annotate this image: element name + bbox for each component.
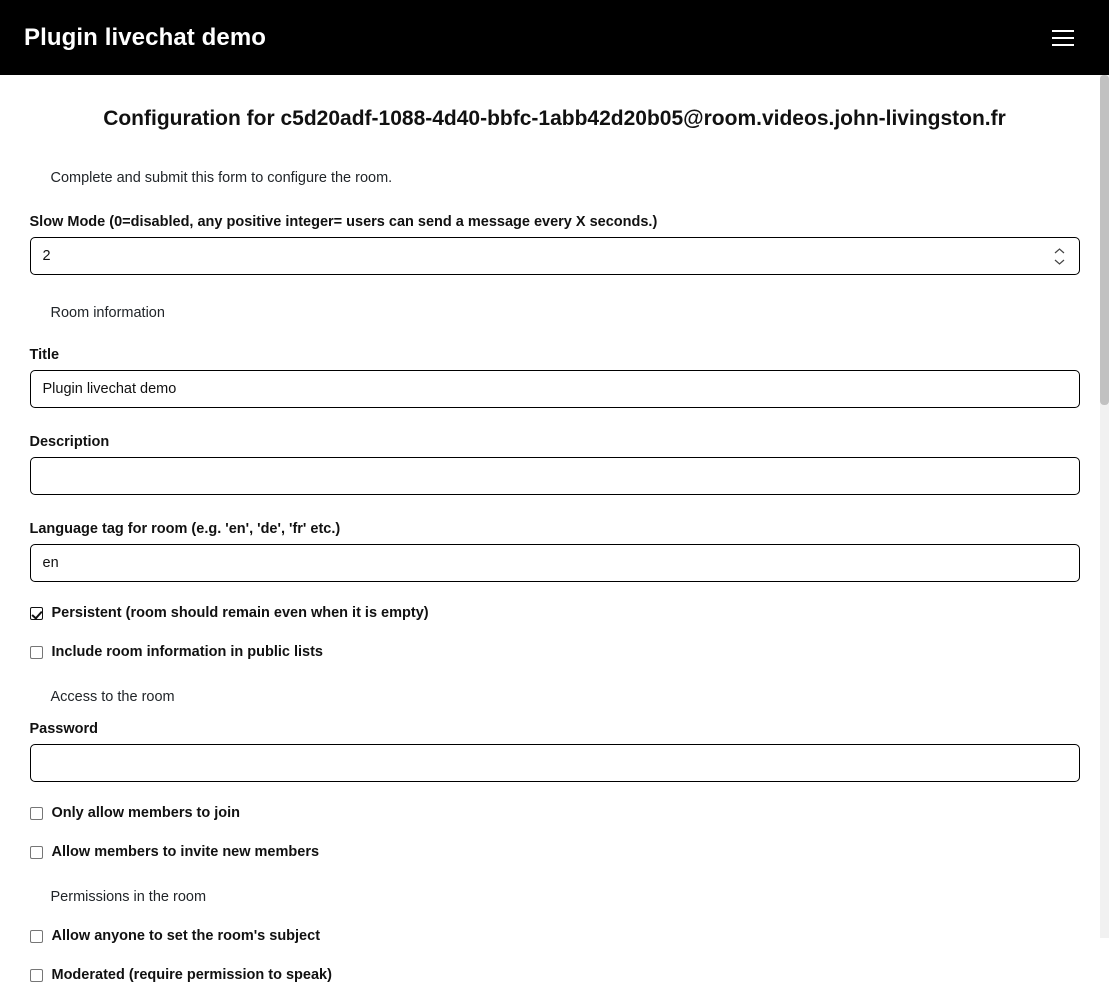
page-title: Configuration for c5d20adf-1088-4d40-bbfc-1abb42d20b05@room.videos.john-livingston.fr xyxy=(103,107,1006,130)
language-tag-label: Language tag for room (e.g. 'en', 'de', 'fr' etc.) xyxy=(29,521,341,538)
top-header-bar xyxy=(0,0,1109,75)
section-access-to-the-room: Access to the room xyxy=(50,689,175,706)
section-permissions-in-the-room: Permissions in the room xyxy=(50,889,207,906)
public-lists-checkbox-label: Include room information in public lists xyxy=(51,643,323,660)
title-input[interactable] xyxy=(30,370,1080,408)
members-invite-checkbox-row[interactable] xyxy=(30,845,1080,860)
public-lists-checkbox-row[interactable] xyxy=(30,645,1080,660)
language-tag-input[interactable] xyxy=(30,544,1080,582)
moderated-checkbox[interactable] xyxy=(30,969,43,982)
anyone-subject-checkbox[interactable] xyxy=(30,930,43,943)
menu-bar-1 xyxy=(1052,30,1074,32)
hamburger-menu-icon[interactable] xyxy=(1049,25,1077,51)
main-content xyxy=(0,105,1109,982)
anyone-subject-checkbox-label: Allow anyone to set the room's subject xyxy=(51,928,321,945)
members-invite-checkbox-label: Allow members to invite new members xyxy=(51,843,320,860)
password-input[interactable] xyxy=(30,744,1080,782)
password-label: Password xyxy=(29,721,98,738)
persistent-checkbox-label: Persistent (room should remain even when it is empty) xyxy=(51,605,429,622)
public-lists-checkbox[interactable] xyxy=(30,646,43,659)
slow-mode-input[interactable] xyxy=(30,237,1080,275)
menu-bar-3 xyxy=(1052,44,1074,46)
members-invite-checkbox[interactable] xyxy=(30,846,43,859)
form-intro-text: Complete and submit this form to configure the room. xyxy=(50,170,393,187)
members-only-checkbox-label: Only allow members to join xyxy=(51,805,241,822)
section-room-information: Room information xyxy=(50,305,165,322)
slow-mode-label: Slow Mode (0=disabled, any positive integer= users can send a message every X seconds.) xyxy=(29,214,658,231)
room-configuration-form xyxy=(30,170,1080,982)
slow-mode-field-wrap xyxy=(30,237,1080,275)
persistent-checkbox-row[interactable] xyxy=(30,606,1080,621)
title-label: Title xyxy=(29,347,60,364)
moderated-checkbox-label: Moderated (require permission to speak) xyxy=(51,966,332,983)
persistent-checkbox[interactable] xyxy=(30,607,43,620)
app-title: Plugin livechat demo xyxy=(24,23,267,51)
description-label: Description xyxy=(29,434,110,451)
description-input[interactable] xyxy=(30,457,1080,495)
members-only-checkbox[interactable] xyxy=(30,807,43,820)
members-only-checkbox-row[interactable] xyxy=(30,806,1080,821)
menu-bar-2 xyxy=(1052,37,1074,39)
moderated-checkbox-row[interactable] xyxy=(30,968,1080,983)
anyone-subject-checkbox-row[interactable] xyxy=(30,929,1080,944)
